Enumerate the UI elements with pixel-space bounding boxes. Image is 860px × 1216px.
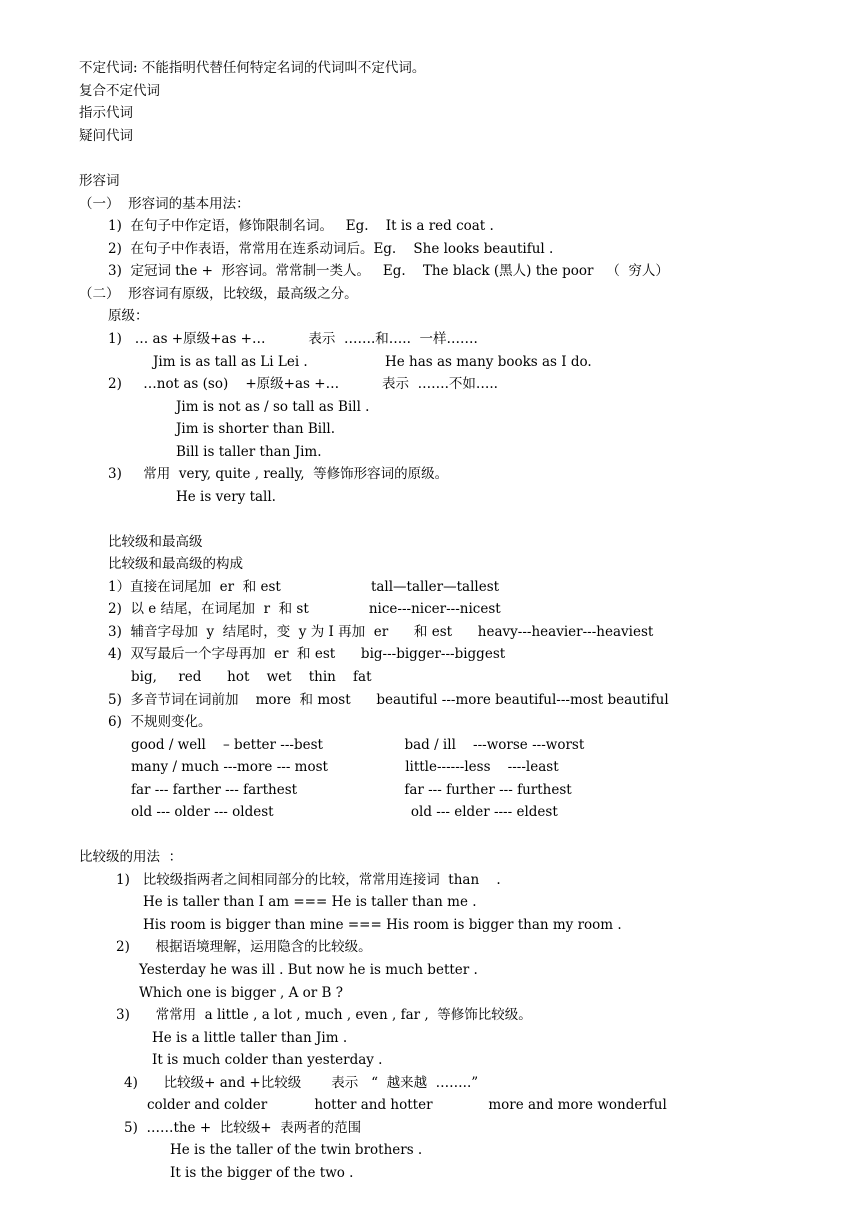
example-line: far --- farther --- farthest far --- further --- furthest (131, 782, 572, 798)
example-line: big, red hot wet thin fat (131, 669, 372, 685)
list-item: 5) 多音节词在词前加 more 和 most beautiful ---more beautiful---most beautiful (108, 692, 669, 708)
list-item: 1）直接在词尾加 er 和 est tall—taller—tallest (108, 579, 500, 595)
example-line: Yesterday he was ill . But now he is much better . (139, 962, 478, 978)
example-line: Jim is as tall as Li Lei . He has as many books as I do. (153, 354, 592, 370)
section-two-title: （二） 形容词有原级，比较级，最高级之分。 (79, 286, 358, 302)
example-line: He is the taller of the twin brothers . (170, 1142, 423, 1158)
list-item: 2) 在句子中作表语，常常用在连系动词后。Eg. She looks beautiful . (108, 241, 554, 257)
list-item: 5) ……the + 比较级+ 表两者的范围 (124, 1120, 362, 1136)
list-item: 4) 双写最后一个字母再加 er 和 est big---bigger---biggest (108, 646, 506, 662)
list-item: 1) 比较级指两者之间相同部分的比较，常常用连接词 than . (116, 872, 501, 888)
example-line: It is much colder than yesterday . (152, 1052, 383, 1068)
example-line: Jim is not as / so tall as Bill . (176, 399, 370, 415)
list-item: 3) 常用 very, quite , really, 等修饰形容词的原级。 (108, 466, 449, 482)
example-line: He is very tall. (176, 489, 276, 505)
subheading-formation: 比较级和最高级的构成 (108, 556, 243, 572)
heading-adjective: 形容词 (79, 173, 120, 189)
section-one-title: （一） 形容词的基本用法： (79, 196, 250, 212)
example-line: His room is bigger than mine === His room is bigger than my room . (143, 917, 622, 933)
example-line: good / well – better ---best bad / ill ---worse ---worst (131, 737, 585, 753)
example-line: Which one is bigger , A or B ? (139, 985, 343, 1001)
list-item: 1) 在句子中作定语，修饰限制名词。 Eg. It is a red coat . (108, 218, 494, 234)
list-item: 3) 常常用 a little , a lot , much , even , far , 等修饰比较级。 (116, 1007, 532, 1023)
list-item: 2) …not as (so) +原级+as +… 表示 …….不如….. (108, 376, 498, 392)
subheading-positive: 原级： (108, 308, 149, 324)
list-item: 1) … as +原级+as +… 表示 …….和….. 一样……. (108, 331, 478, 347)
example-line: many / much ---more --- most little------less ----least (131, 759, 559, 775)
line-demonstrative: 指示代词 (79, 105, 133, 121)
subheading-comparative-superlative: 比较级和最高级 (108, 534, 203, 550)
example-line: old --- older --- oldest old --- elder ---- eldest (131, 804, 558, 820)
example-line: He is taller than I am === He is taller than me . (143, 894, 477, 910)
list-item: 4) 比较级+ and +比较级 表示 “ 越来越 ……..” (124, 1075, 479, 1091)
heading-comparative-usage: 比较级的用法 ： (79, 849, 183, 865)
example-line: Bill is taller than Jim. (176, 444, 322, 460)
list-item: 2) 根据语境理解，运用隐含的比较级。 (116, 939, 372, 955)
list-item: 3) 辅音字母加 y 结尾时，变 y 为 I 再加 er 和 est heavy---heavier---heaviest (108, 624, 654, 640)
example-line: He is a little taller than Jim . (152, 1030, 348, 1046)
list-item: 2) 以 e 结尾，在词尾加 r 和 st nice---nicer---nicest (108, 601, 501, 617)
line-indefinite-pronoun: 不定代词: 不能指明代替任何特定名词的代词叫不定代词。 (79, 60, 426, 76)
line-interrogative: 疑问代词 (79, 128, 133, 144)
list-item: 6) 不规则变化。 (108, 714, 212, 730)
example-line: Jim is shorter than Bill. (176, 421, 336, 437)
list-item: 3) 定冠词 the + 形容词。常常制一类人。 Eg. The black (黑人) the poor （ 穷人） (108, 263, 669, 279)
example-line: It is the bigger of the two . (170, 1165, 354, 1181)
line-compound-indefinite: 复合不定代词 (79, 83, 160, 99)
example-line: colder and colder hotter and hotter more and more wonderful (147, 1097, 667, 1113)
